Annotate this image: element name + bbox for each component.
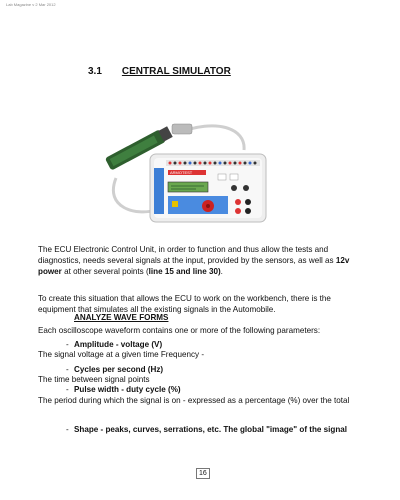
jack	[235, 199, 241, 205]
bullet-cycles-desc: The time between signal points	[38, 375, 150, 384]
toggle-switch	[231, 185, 237, 191]
bullet-mark: -	[66, 340, 69, 349]
top-connector	[172, 124, 192, 134]
bullet-pulse-desc: The period during which the signal is on - expressed as a percentage (%) over the total	[38, 396, 350, 405]
bullet-label: Pulse width - duty cycle (%)	[74, 385, 181, 394]
bullet-shape	[66, 424, 354, 435]
text: .	[220, 267, 223, 276]
section-number: 3.1	[88, 66, 102, 77]
bullet-pulse	[66, 384, 354, 395]
bullet-label: Cycles per second (Hz)	[74, 365, 164, 374]
simulator-photo	[96, 98, 272, 226]
paragraph-equipment: To create this situation that allows the ECU to work on the workbench, there is the equipment that simulates all the existing signals in the Automobile.	[38, 294, 331, 314]
bullet-mark: -	[66, 365, 69, 374]
jack	[235, 208, 241, 214]
bullet-mark: -	[66, 385, 69, 394]
bullet-amplitude-desc: The signal voltage at a given time Frequency -	[38, 350, 205, 359]
device-logo-text: ARMOTEST	[170, 170, 193, 176]
bullet-mark: -	[66, 425, 69, 434]
toggle-switch	[243, 185, 249, 191]
section-title: CENTRAL SIMULATOR	[121, 66, 231, 77]
bullet-label: Shape - peaks, curves, serrations, etc. The global "image" of the signal	[74, 425, 348, 434]
analyze-heading: ANALYZE WAVE FORMS	[74, 313, 169, 322]
header-note: Lab Magazine v 2 Mar 2012	[6, 2, 56, 7]
panel-button	[218, 174, 226, 180]
jack	[245, 208, 251, 214]
section-heading	[88, 66, 231, 77]
panel-button	[230, 174, 238, 180]
intro-line: Each oscilloscope waveform contains one or more of the following parameters:	[38, 326, 321, 335]
blue-panel	[154, 168, 164, 214]
bullet-label: Amplitude - voltage (V)	[74, 340, 163, 349]
bold-text: 12v power	[38, 256, 350, 276]
page-number: 16	[196, 468, 210, 479]
bold-text: line 15 and line 30)	[148, 267, 221, 276]
paragraph-ecu	[38, 244, 368, 277]
text: at other several points (	[61, 267, 149, 276]
jack	[245, 199, 251, 205]
yellow-jack	[172, 201, 178, 207]
text: The ECU Electronic Control Unit, in order to function and thus allow the tests and diagnostics, needs several signals at the input, provided by the sensors, as well as	[38, 245, 336, 265]
lcd-display	[168, 182, 208, 192]
connector-row	[166, 160, 260, 166]
